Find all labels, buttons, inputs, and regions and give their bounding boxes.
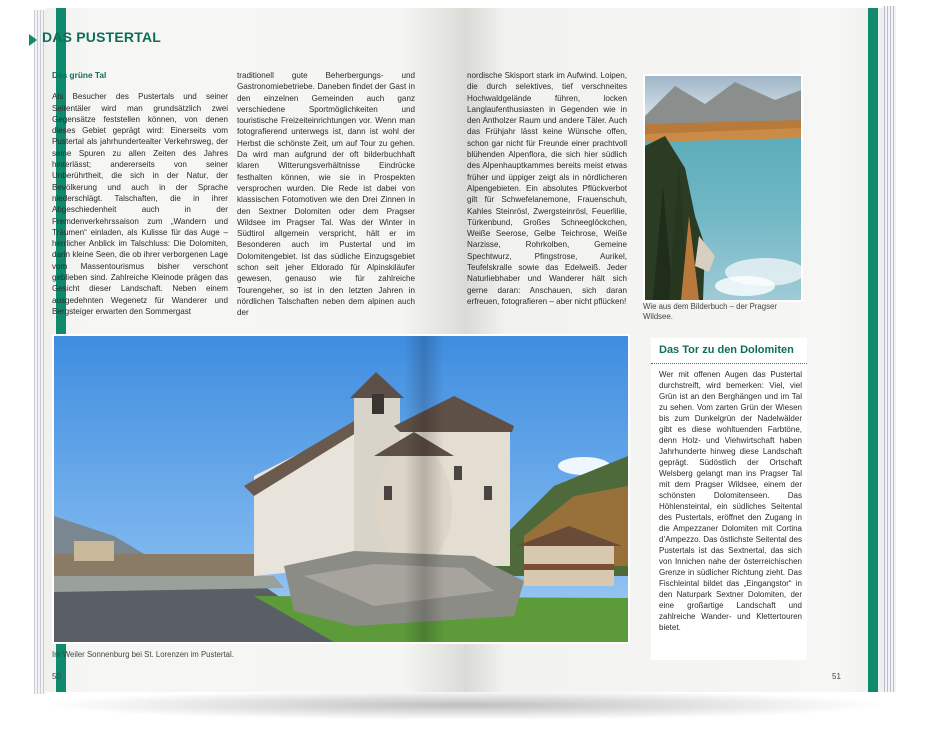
text-column-3	[467, 70, 627, 307]
body-text-col2: traditionell gute Beherbergungs- und Gastronomiebetriebe. Daneben findet der Gast in den einzelnen Gemeinden auch ganz verschiedene Sportmöglichkeiten und touristische Freizeiteinrichtungen vor. Wenn man fotografierend unterwegs ist, dann ist wohl der Herbst die schönste Zeit, um auf Tour zu gehen. Da wird man aufgrund der oft bilderbuchhaft klaren Witterungsverhältnisse Eindrücke festhalten können, wie sie in Prospekten versprochen wurden. Die Rede ist dabei von klassischen Fotomotiven wie den Drei Zinnen in den Sextner Dolomiten oder dem Pragser Wildsee im Pragser Tal. Was der Winter in Südtirol allgemein verspricht, hält er im Besonderen auch im Pustertal und im Dolomitengebiet. Ist das südliche Einzugsgebiet schon seit jeher Eldorado für Alpinskiläufer gewesen, genauso wie für zahlreiche Tourengeher, so ist in den letzten Jahren in nördlichen Talschaften neben dem alpinen auch der	[237, 71, 415, 318]
page-number-left: 50	[52, 672, 61, 681]
body-text-col3: nordische Skisport stark im Aufwind. Loipen, die durch selektives, tief verschneites Hochwaldgelände führen, locken Langlaufenthusiasten in Gegenden wie in den Antholzer Raum und andere Täler. Auch das Frühjahr lässt keine Wünsche offen, schon gar nicht für Freunde einer prachtvoll blühenden Alpenflora, die sich hier südlich des Alpenhauptkammes bereits meist etwas früher und üppiger zeigt als in nördlicheren Alpengebieten. Ein absolutes Pflückverbot gilt für Schwefelanemone, Frauenschuh, Kahles Steinrösl, Zwergsteinrösl, Feuerlilie, Türkenbund, Großes Schneeglöckchen, Weiße Seerose, Gelbe Teichrose, Weiße Narzisse, Rohrkolben, Gemeine Spechtwurz, Pfingstrose, Aurikel, Teufelskralle sowie das Edelweiß. Jeder Naturliebhaber und Wanderer hält sich gerne daran: Anschauen, sich daran erfreuen, fotografieren – aber nicht pflücken!	[467, 71, 627, 306]
page-number-right: 51	[832, 672, 841, 681]
info-box-text: Wer mit offenen Augen das Pustertal durchstreift, wird bemerken: Viel, viel Grün ist an den Berghängen und im Tal zu sehen. Vom zarten Grün der Wiesen bis zum Dunkelgrün der Nadelwälder gibt es diese wohltuenden Farbtöne, denn Holz- und Viehwirtschaft haben Jahrhunderte hinweg diese Landschaft geprägt. Südöstlich der Ortschaft Welsberg gelangt man ins Pragser Tal mit dem Pragser Wildsee, einem der schönsten Dolomitenseen. Das Höhlensteintal, ein südliches Seitental des Pustertals, eröffnet den Zugang in die Ampezzaner Dolomiten mit Cortina d’Ampezzo. Das östlichste Seitental des Pustertals ist das Sextnertal, das sich von Innichen nahe der österreichischen Grenze in südlicher Richtung zieht. Das Fischleintal bildet das „Eingangstor“ in den Naturpark Sextner Dolomiten, der eine großartige Landschaft und zahlreiche Wander- und Klettertouren bietet.	[659, 370, 802, 632]
text-column-2	[237, 70, 415, 319]
church-photo-caption: Im Weiler Sonnenburg bei St. Lorenzen im Pustertal.	[52, 650, 234, 659]
body-text-col1: Als Besucher des Pustertals und seiner Seitentäler wird man grundsätzlich zwei Gegensätze feststellen können, von denen dieses Gebiet geprägt wird: Einerseits vom Pustertal als jahrhundertealter Verkehrsweg, der seine Spuren zu allen Zeiten des Jahres hinterlässt; andererseits von seiner Unberührtheit, die sich in der Natur, der Bevölkerung und auch in der Sprache niederschlägt. Talschaften, die in ihrer Abgeschiedenheit auch in der Fremdenverkehrssaison zum „Wandern und Träumen“ einladen, als Kulisse für das Auge – herrlicher Anblick im Talschluss: Die Dolomiten, darin kleine Seen, die ob ihrer verborgenen Lage vom Massentourismus bisher verschont geblieben sind. Zahlreiche Kleinode prägen das Gesicht dieser Landschaft. Neben einem ausgedehnten Wegenetz für Wanderer und Bergsteiger erwarten den Sommergast	[52, 92, 228, 316]
text-column-1	[52, 70, 228, 317]
book-shadow	[40, 690, 890, 720]
info-box	[651, 338, 807, 660]
lake-photo	[643, 74, 803, 302]
info-box-title: Das Tor zu den Dolomiten	[659, 344, 794, 356]
section-subhead: Das grüne Tal	[52, 70, 107, 80]
accent-stripe-right	[868, 8, 878, 692]
page-edges-right	[882, 6, 896, 692]
chapter-title: DAS PUSTERTAL	[42, 29, 162, 45]
title-arrow-icon	[29, 34, 37, 46]
info-box-divider	[651, 363, 807, 364]
church-photo	[52, 334, 630, 644]
lake-photo-caption: Wie aus dem Bilderbuch – der Pragser Wildsee.	[643, 302, 777, 321]
